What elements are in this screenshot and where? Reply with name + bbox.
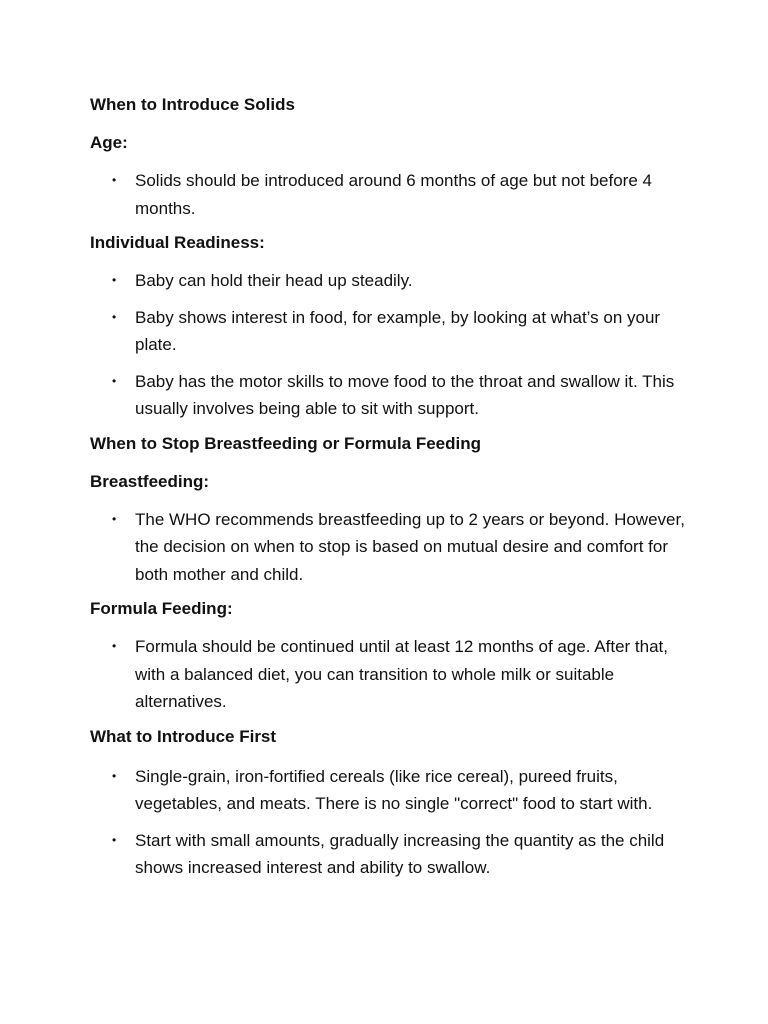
list-item xyxy=(90,633,690,716)
bullet-icon: • xyxy=(112,511,117,526)
bullet-icon: • xyxy=(112,373,117,388)
list-item-text: Start with small amounts, gradually increasing the quantity as the child shows increased interest and ability to swallow. xyxy=(135,830,665,877)
bullet-list xyxy=(90,763,690,882)
list-item xyxy=(90,304,690,359)
subheading-individual-readiness: Individual Readiness: xyxy=(90,233,265,252)
bullet-list xyxy=(90,633,690,716)
section-heading: When to Introduce Solids xyxy=(90,95,295,114)
bullet-icon: • xyxy=(112,639,117,653)
list-item-text: Formula should be continued until at least 12 months of age. After that, with a balanced diet, you can transition to whole milk or suitable alternatives. xyxy=(135,637,668,711)
list-item-text: Single-grain, iron-fortified cereals (like rice cereal), pureed fruits, vegetables, and meats. There is no single "correct" food to start with. xyxy=(135,766,653,813)
list-item-text: Solids should be introduced around 6 months of age but not before 4 months. xyxy=(135,171,652,218)
list-item-text: The WHO recommends breastfeeding up to 2 years or beyond. However, the decision on when to stop is based on mutual desire and comfort for both mother and child. xyxy=(135,509,685,584)
section-heading: When to Stop Breastfeeding or Formula Feeding xyxy=(90,433,482,453)
bullet-list xyxy=(90,506,690,589)
list-item xyxy=(90,827,690,882)
section-stop-feeding xyxy=(90,432,690,716)
section-introduce-first xyxy=(90,725,690,882)
subheading-age: Age: xyxy=(90,133,128,152)
document-page xyxy=(90,93,690,891)
bullet-icon: • xyxy=(112,832,117,847)
bullet-icon: • xyxy=(112,173,117,187)
section-heading: What to Introduce First xyxy=(90,726,277,746)
list-item xyxy=(90,763,690,818)
subheading-breastfeeding: Breastfeeding: xyxy=(90,471,210,491)
section-introduce-solids xyxy=(90,93,690,423)
list-item xyxy=(90,267,690,295)
list-item xyxy=(90,368,690,423)
subheading-formula-feeding: Formula Feeding: xyxy=(90,599,233,618)
bullet-list xyxy=(90,267,690,423)
list-item-text: Baby has the motor skills to move food to the throat and swallow it. This usually involves being able to sit with support. xyxy=(135,371,675,418)
list-item-text: Baby can hold their head up steadily. xyxy=(135,271,413,290)
list-item-text: Baby shows interest in food, for example, by looking at what’s on your plate. xyxy=(135,307,661,354)
list-item xyxy=(90,506,690,589)
bullet-icon: • xyxy=(112,768,117,783)
list-item xyxy=(90,167,690,222)
bullet-icon: • xyxy=(112,273,117,287)
bullet-icon: • xyxy=(112,309,117,324)
bullet-list xyxy=(90,167,690,222)
